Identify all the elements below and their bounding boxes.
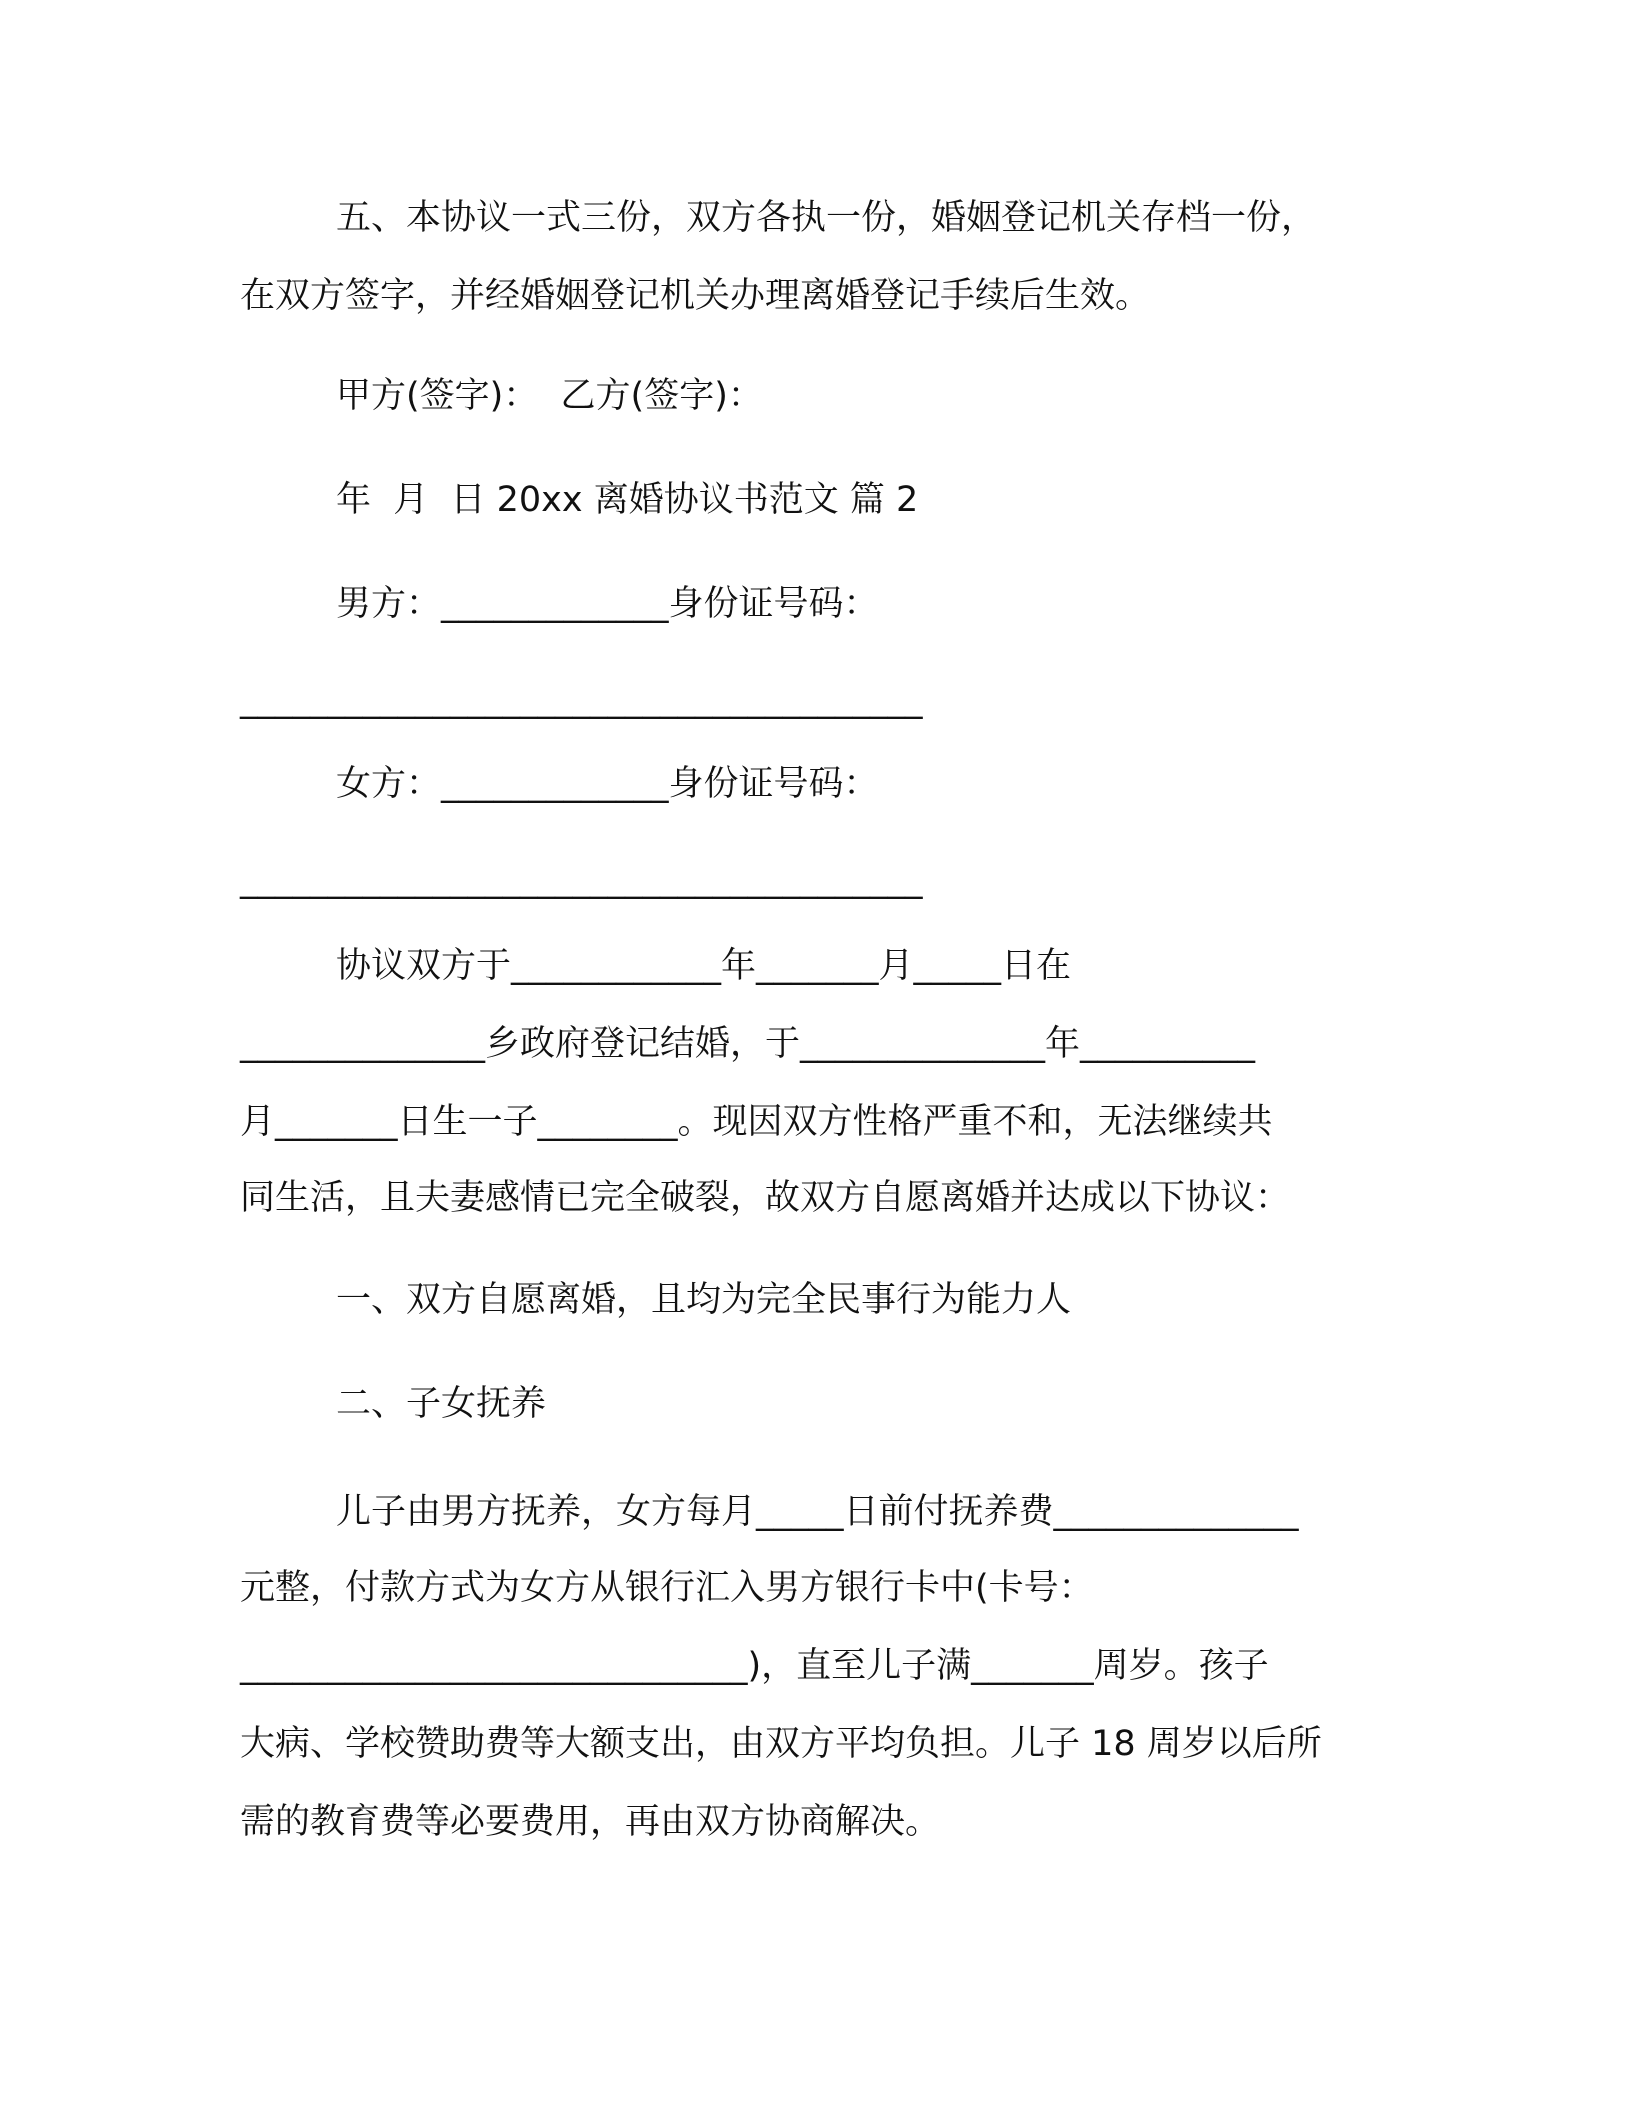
male-id-blank-line: _______________________________________: [240, 680, 923, 720]
child-support-line-3: _____________________________)，直至儿子满_______周岁。孩子: [240, 1646, 1269, 1686]
clause-five-line-1: 五、本协议一式三份，双方各执一份，婚姻登记机关存档一份，: [336, 198, 1317, 238]
child-support-line-1: 儿子由男方抚养，女方每月_____日前付抚养费______________: [336, 1492, 1299, 1532]
female-id-blank-line: _______________________________________: [240, 860, 923, 900]
signature-line: 甲方(签字)： 乙方(签字)：: [336, 376, 763, 416]
female-party-line: 女方：_____________身份证号码：: [336, 764, 879, 804]
date-and-title-line: 年 月 日 20xx 离婚协议书范文 篇 2: [336, 480, 919, 520]
agreement-intro-line-1: 协议双方于____________年_______月_____日在: [336, 946, 1072, 986]
clause-five-line-2: 在双方签字，并经婚姻登记机关办理离婚登记手续后生效。: [240, 276, 1151, 316]
child-support-line-4: 大病、学校赞助费等大额支出，由双方平均负担。儿子 18 周岁以后所: [240, 1724, 1322, 1764]
child-support-line-5: 需的教育费等必要费用，再由双方协商解决。: [240, 1802, 941, 1842]
clause-two-heading: 二、子女抚养: [336, 1384, 547, 1424]
agreement-intro-line-2: ______________乡政府登记结婚，于______________年__________: [240, 1024, 1256, 1064]
male-party-line: 男方：_____________身份证号码：: [336, 584, 879, 624]
child-support-line-2: 元整，付款方式为女方从银行汇入男方银行卡中(卡号：: [240, 1568, 1094, 1608]
clause-one-line: 一、双方自愿离婚，且均为完全民事行为能力人: [336, 1280, 1072, 1320]
agreement-intro-line-3: 月_______日生一子________。现因双方性格严重不和，无法继续共: [240, 1102, 1273, 1142]
agreement-intro-line-4: 同生活，且夫妻感情已完全破裂，故双方自愿离婚并达成以下协议：: [240, 1178, 1291, 1218]
